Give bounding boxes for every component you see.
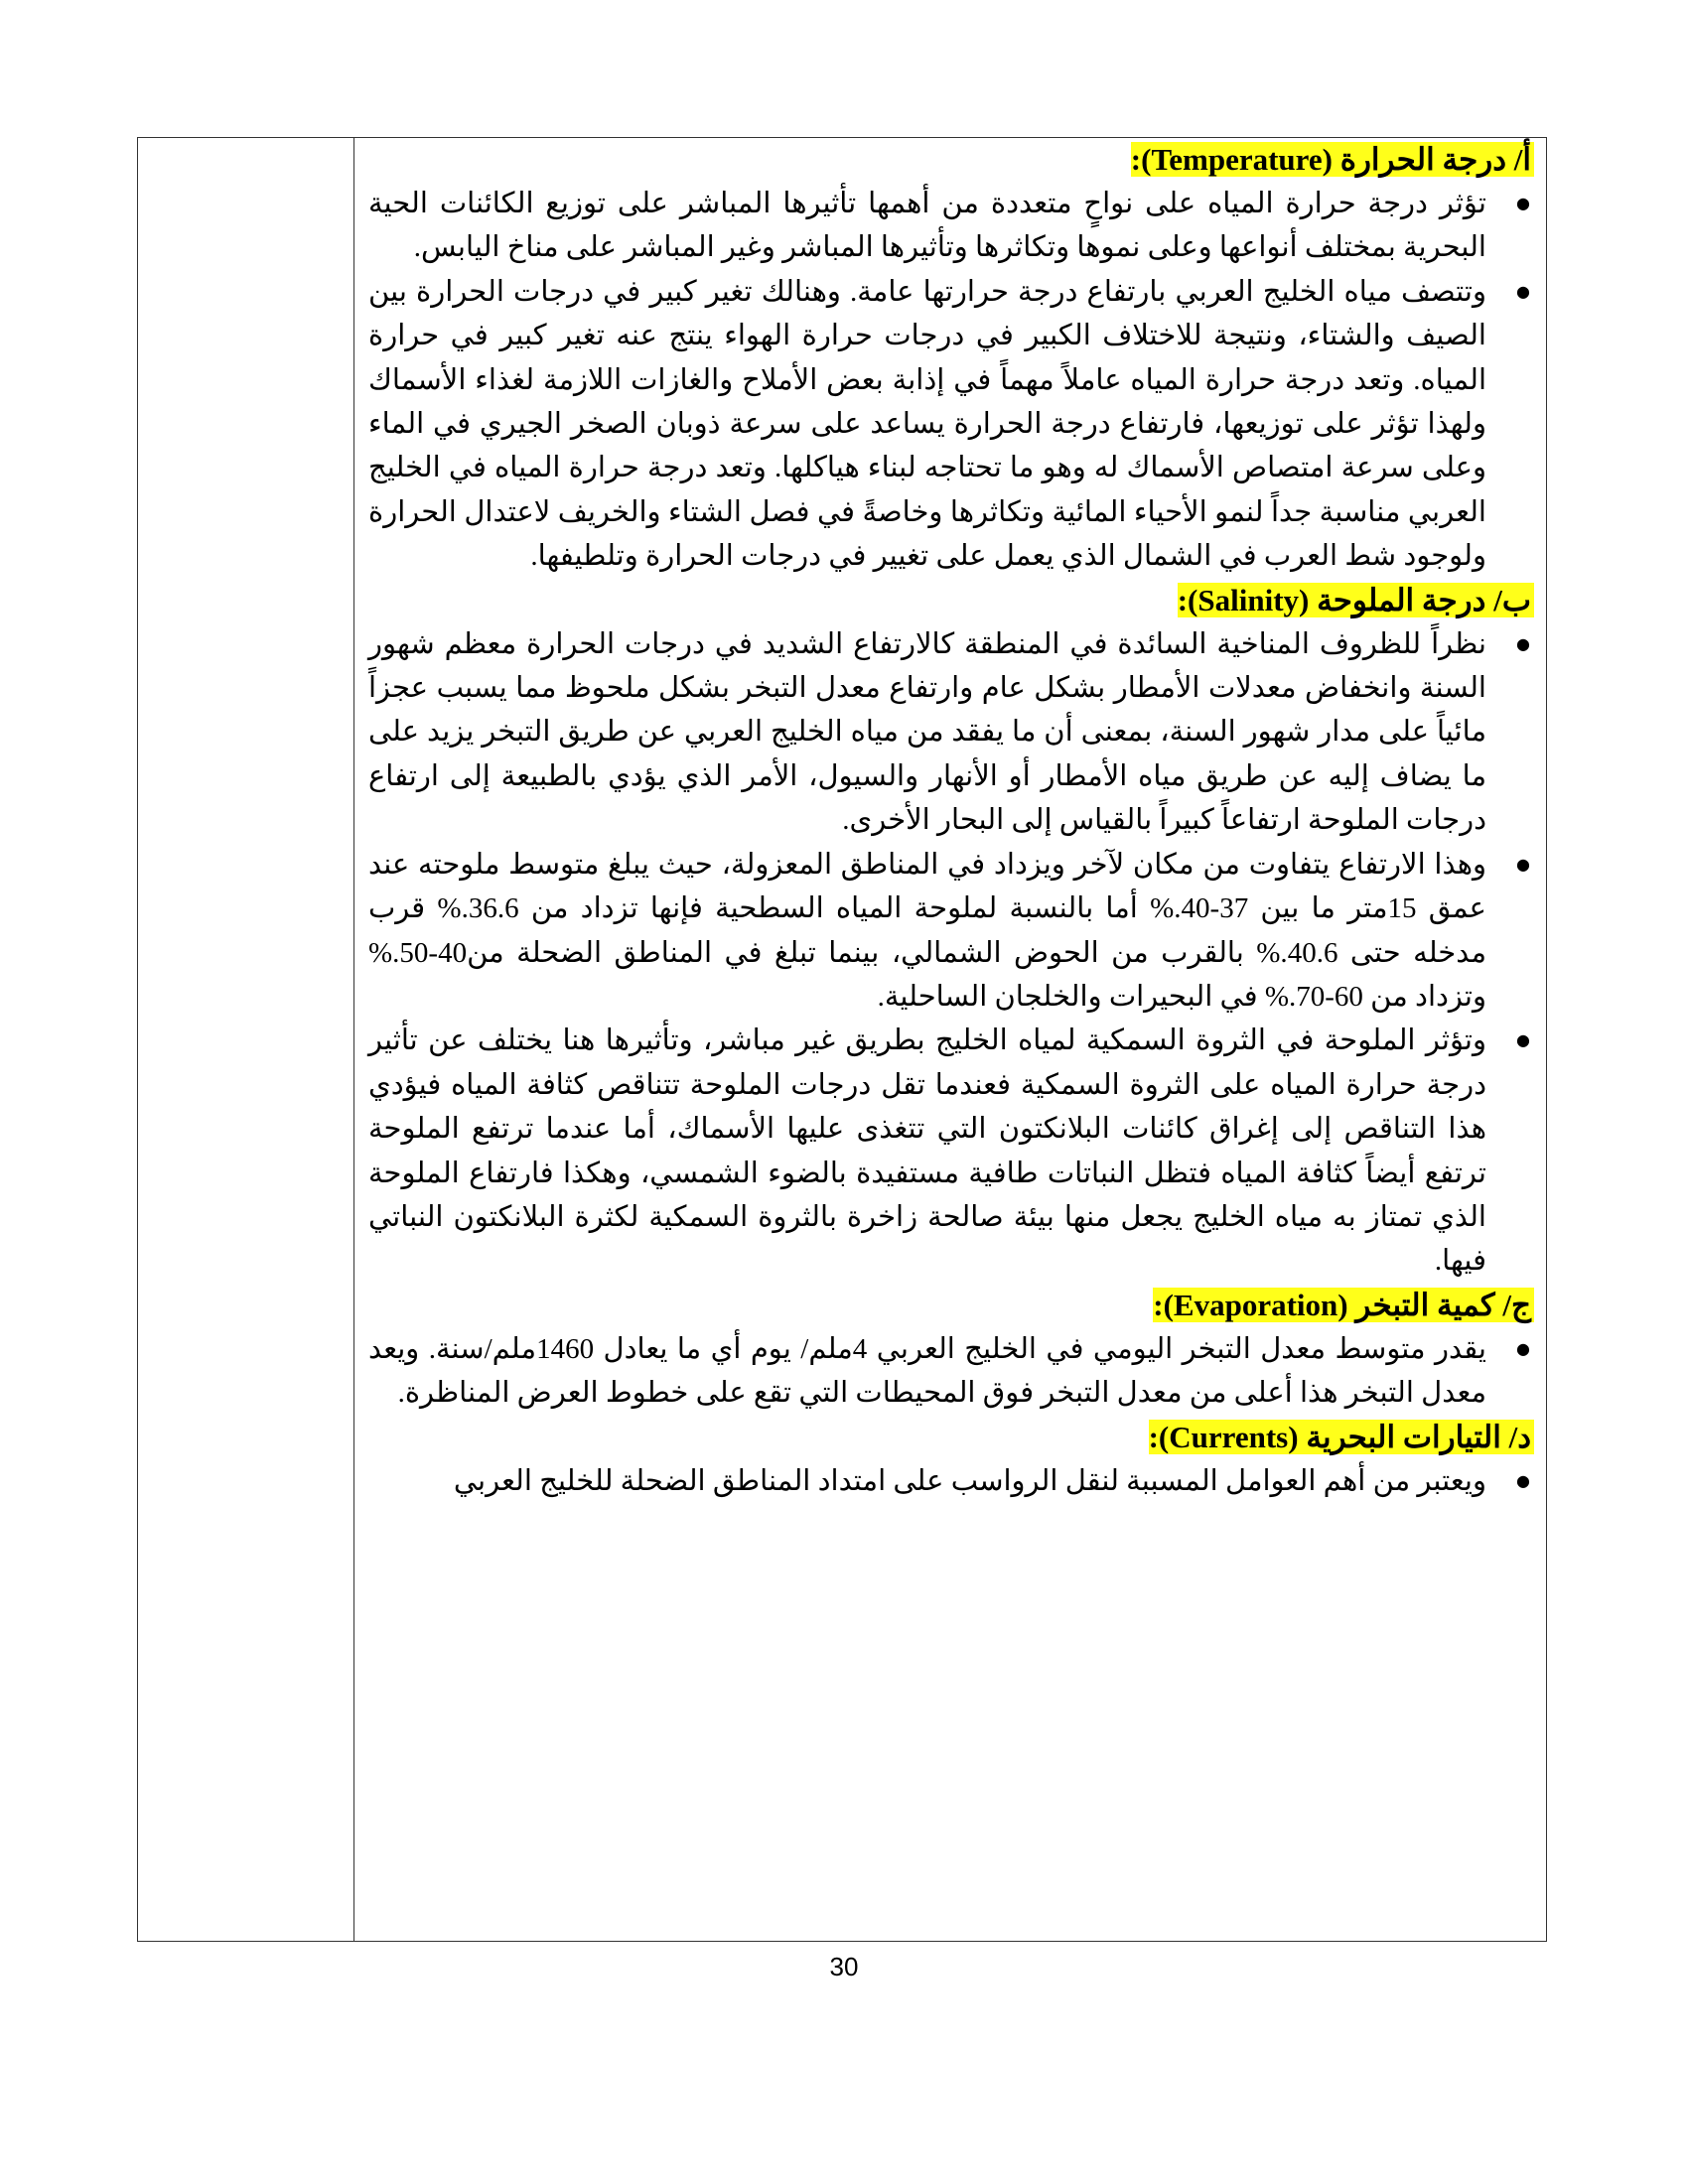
list-item: ● يقدر متوسط معدل التبخر اليومي في الخليج العربي 4ملم/ يوم أي ما يعادل 1460ملم/سنة. ويعد معدل التبخر هذا أعلى من معدل التبخر فوق المحيطات التي تقع على خطوط العرض المناظرة. (368, 1327, 1486, 1416)
salinity-list (368, 622, 1534, 1284)
heading-temperature: أ/ درجة الحرارة (Temperature): (368, 138, 1534, 182)
evaporation-list (368, 1327, 1534, 1416)
list-item: ● وهذا الارتفاع يتفاوت من مكان لآخر ويزداد في المناطق المعزولة، حيث يبلغ متوسط ملوحته عند عمق 15متر ما بين 37-40.% أما بالنسبة لملوحة المياه السطحية فإنها تزداد من 36.6.% قرب مدخله حتى 40.6.% بالقرب من الحوض الشمالي، بينما تبلغ في المناطق الضحلة من40-50.% وتزداد من 60-70.% في البحيرات والخلجان الساحلية. (368, 843, 1486, 1020)
page-number: 30 (829, 1952, 859, 1981)
heading-evaporation: ج/ كمية التبخر (Evaporation): (368, 1284, 1534, 1327)
page-table (137, 137, 1547, 1942)
list-item: ● تؤثر درجة حرارة المياه على نواحٍ متعددة من أهمها تأثيرها المباشر على توزيع الكائنات الحية البحرية بمختلف أنواعها وعلى نموها وتكاثرها وتأثيرها المباشر وغير المباشر على مناخ اليابس. (368, 182, 1486, 270)
temperature-list (368, 182, 1534, 579)
content-cell (354, 138, 1546, 1941)
heading-currents: د/ التيارات البحرية (Currents): (368, 1416, 1534, 1459)
side-column (138, 138, 354, 1941)
list-item: ● نظراً للظروف المناخية السائدة في المنطقة كالارتفاع الشديد في درجات الحرارة معظم شهور السنة وانخفاض معدلات الأمطار بشكل عام وارتفاع معدل التبخر بشكل ملحوظ مما يسبب عجزاً مائياً على مدار شهور السنة، بمعنى أن ما يفقد من مياه الخليج العربي عن طريق التبخر يزيد على ما يضاف إليه عن طريق مياه الأمطار أو الأنهار والسيول، الأمر الذي يؤدي بالطبيعة إلى ارتفاع درجات الملوحة ارتفاعاً كبيراً بالقياس إلى البحار الأخرى. (368, 622, 1486, 843)
list-item: ● وتتصف مياه الخليج العربي بارتفاع درجة حرارتها عامة. وهنالك تغير كبير في درجات الحرارة بين الصيف والشتاء، ونتيجة للاختلاف الكبير في درجات حرارة الهواء ينتج عنه تغير كبير في حرارة المياه. وتعد درجة حرارة المياه عاملاً مهماً في إذابة بعض الأملاح والغازات اللازمة لغذاء الأسماك ولهذا تؤثر على توزيعها، فارتفاع درجة الحرارة يساعد على سرعة ذوبان الصخر الجيري في الماء وعلى سرعة امتصاص الأسماك له وهو ما تحتاجه لبناء هياكلها. وتعد درجة حرارة المياه في الخليج العربي مناسبة جداً لنمو الأحياء المائية وتكاثرها وخاصةً في فصل الشتاء والخريف لاعتدال الحرارة ولوجود شط العرب في الشمال الذي يعمل على تغيير في درجات الحرارة وتلطيفها. (368, 270, 1486, 579)
currents-list (368, 1459, 1534, 1503)
list-item: ● وتؤثر الملوحة في الثروة السمكية لمياه الخليج بطريق غير مباشر، وتأثيرها هنا يختلف عن تأثير درجة حرارة المياه على الثروة السمكية فعندما تقل درجات الملوحة تتناقص كثافة المياه فيؤدي هذا التناقص إلى إغراق كائنات البلانكتون التي تتغذى عليها الأسماك، أما عندما ترتفع الملوحة ترتفع أيضاً كثافة المياه فتظل النباتات طافية مستفيدة بالضوء الشمسي، وهكذا فارتفاع الملوحة الذي تمتاز به مياه الخليج يجعل منها بيئة صالحة زاخرة بالثروة السمكية لكثرة البلانكتون النباتي فيها. (368, 1019, 1486, 1283)
heading-salinity: ب/ درجة الملوحة (Salinity): (368, 579, 1534, 622)
list-item: ● ويعتبر من أهم العوامل المسببة لنقل الرواسب على امتداد المناطق الضحلة للخليج العربي (368, 1459, 1486, 1503)
